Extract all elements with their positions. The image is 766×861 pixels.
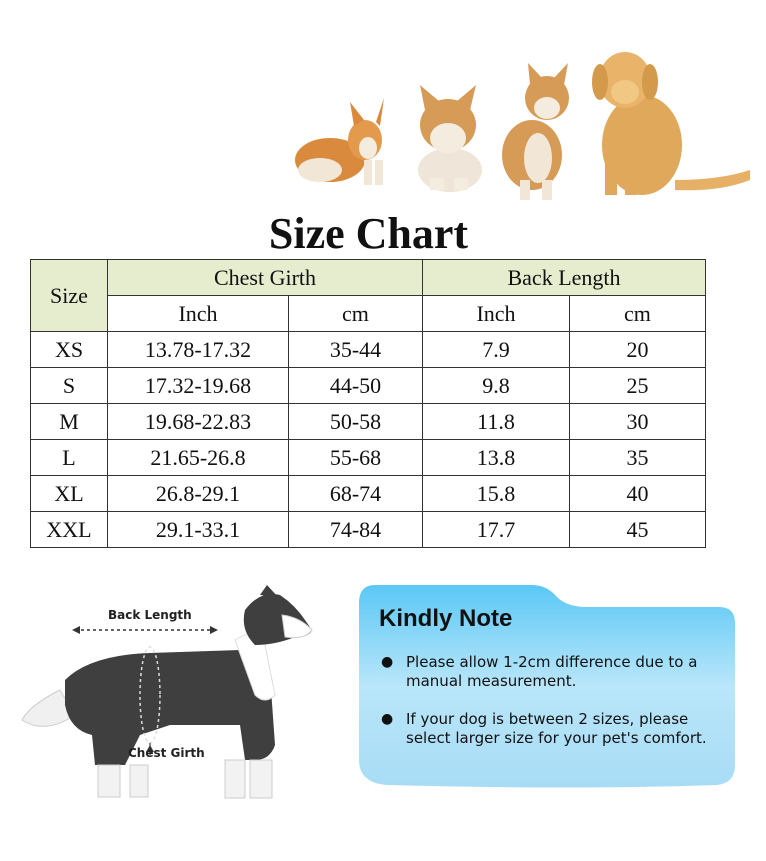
- size-cell: XS: [31, 332, 108, 368]
- unit-header: Inch: [108, 296, 289, 332]
- size-cell: L: [31, 440, 108, 476]
- size-cell: XL: [31, 476, 108, 512]
- table-cell: 13.8: [423, 440, 570, 476]
- table-cell: 13.78-17.32: [108, 332, 289, 368]
- back-length-label: Back Length: [108, 608, 192, 622]
- note-title: Kindly Note: [379, 605, 513, 632]
- back-length-header: Back Length: [423, 260, 706, 296]
- size-cell: XXL: [31, 512, 108, 548]
- table-cell: 30: [570, 404, 706, 440]
- chest-girth-header: Chest Girth: [108, 260, 423, 296]
- corgi-dog-image: [295, 98, 384, 185]
- table-cell: 25: [570, 368, 706, 404]
- chest-girth-label: Chest Girth: [128, 746, 205, 760]
- size-table: [30, 259, 706, 548]
- shiba-sitting-image: [502, 63, 569, 200]
- table-cell: 15.8: [423, 476, 570, 512]
- table-row: [31, 512, 706, 548]
- bullet-icon: ●: [381, 654, 394, 670]
- table-cell: 29.1-33.1: [108, 512, 289, 548]
- table-cell: 7.9: [423, 332, 570, 368]
- table-cell: 21.65-26.8: [108, 440, 289, 476]
- golden-retriever-image: [592, 52, 750, 195]
- table-row: [31, 476, 706, 512]
- kindly-note-box: [357, 585, 737, 795]
- note-text: Please allow 1-2cm difference due to a manual measurement.: [406, 653, 698, 690]
- table-cell: 11.8: [423, 404, 570, 440]
- unit-header: cm: [570, 296, 706, 332]
- table-cell: 44-50: [289, 368, 423, 404]
- table-cell: 17.32-19.68: [108, 368, 289, 404]
- size-cell: M: [31, 404, 108, 440]
- table-cell: 20: [570, 332, 706, 368]
- measurement-diagram: [20, 585, 350, 815]
- size-header: Size: [31, 260, 108, 332]
- note-text: If your dog is between 2 sizes, please select larger size for your pet's comfort.: [406, 710, 707, 747]
- table-cell: 9.8: [423, 368, 570, 404]
- table-cell: 35-44: [289, 332, 423, 368]
- dogs-illustration: [280, 30, 760, 205]
- shiba-lying-image: [418, 85, 482, 192]
- table-cell: 40: [570, 476, 706, 512]
- table-row: [31, 368, 706, 404]
- size-cell: S: [31, 368, 108, 404]
- table-cell: 19.68-22.83: [108, 404, 289, 440]
- table-row: [31, 440, 706, 476]
- unit-header: Inch: [423, 296, 570, 332]
- table-cell: 55-68: [289, 440, 423, 476]
- table-cell: 35: [570, 440, 706, 476]
- page-title: Size Chart: [268, 209, 469, 258]
- table-row: [31, 332, 706, 368]
- table-row: [31, 404, 706, 440]
- unit-header: cm: [289, 296, 423, 332]
- table-cell: 74-84: [289, 512, 423, 548]
- table-cell: 17.7: [423, 512, 570, 548]
- table-cell: 45: [570, 512, 706, 548]
- table-cell: 26.8-29.1: [108, 476, 289, 512]
- table-cell: 68-74: [289, 476, 423, 512]
- table-cell: 50-58: [289, 404, 423, 440]
- bullet-icon: ●: [381, 711, 394, 727]
